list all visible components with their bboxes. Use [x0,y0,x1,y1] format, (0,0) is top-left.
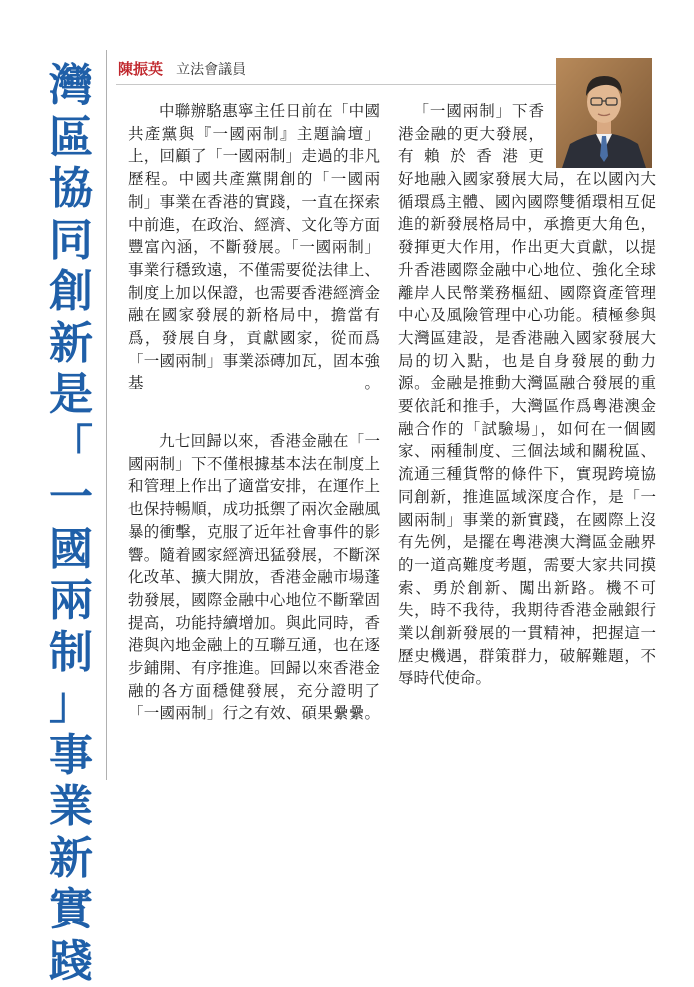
article-paragraph-2: 九七回歸以來，香港金融在「一國兩制」下不僅根據基本法在制度上和管理上作出了適當安排，在運作上也保持暢順，成功抵禦了兩次金融風暴的衝擊，克服了近年社會事件的影響。隨着國家經濟迅猛發展，不斷深化改革、擴大開放，香港金融市場蓬勃發展，國際金融中心地位不斷鞏固提高，功能持續增加。與此同時，香港與內地金融上的互聯互通，也在逐步鋪開、有序推進。回歸以來香港金融的各方面穩健發展，充分證明了「一國兩制」行之有效、碩果纍纍。 [128,430,380,725]
byline [118,58,246,80]
headline-char: 協 [42,163,100,215]
headline-char: 新 [42,833,100,885]
headline-char: 創 [42,266,100,318]
headline-char: 國 [42,524,100,576]
headline-char: 區 [42,112,100,164]
headline-char: 業 [42,781,100,833]
headline-char: 實 [42,884,100,936]
headline-char: 同 [42,215,100,267]
article-paragraph-3: 好地融入國家發展大局，在以國內大循環爲主體、國內國際雙循環相互促進的新發展格局中，承擔更大角色，發揮更大作用，作出更大貢獻，以提升香港國際金融中心地位、強化全球離岸人民幣業務樞紐、國際資產管理中心及風險管理中心功能。積極參與大灣區建設，是香港融入國家發展大局的切入點，也是自身發展的動力源。金融是推動大灣區融合發展的重要依託和推手，大灣區作爲粵港澳金融合作的「試驗場」，如何在一個國家、兩種制度、三個法域和關稅區、流通三種貨幣的條件下，實現跨境協同創新，推進區域深度合作，是「一國兩制」事業的新實踐，在國際上沒有先例，是擺在粵港澳大灣區金融界的一道高難度考題，需要大家共同摸索、勇於創新、闖出新路。機不可失，時不我待，我期待香港金融銀行業以創新發展的一貫精神，把握這一歷史機遇，群策群力，破解難題，不辱時代使命。 [398,168,656,690]
byline-rule [116,84,556,85]
author-title: 立法會議員 [176,62,246,78]
headline-char: 兩 [42,575,100,627]
headline-char: 一 [42,472,100,524]
headline [42,60,100,780]
author-portrait-photo [556,58,652,168]
headline-char: 事 [42,730,100,782]
headline-char: 新 [42,318,100,370]
headline-char: 「 [42,421,100,473]
headline-char: 」 [42,678,100,730]
author-name: 陳振英 [118,60,163,78]
headline-char: 制 [42,627,100,679]
article-paragraph-1: 中聯辦駱惠寧主任日前在「中國共產黨與『一國兩制』主題論壇」上，回顧了「一國兩制」走過的非凡歷程。中國共產黨開創的「一國兩制」事業在香港的實踐，一直在探索中前進，在政治、經濟、文化等方面豐富內涵，不斷發展。「一國兩制」事業行穩致遠，不僅需要從法律上、制度上加以保證，也需要香港經濟金融在國家發展的新格局中，擔當有爲，發展自身，貢獻國家，從而爲「一國兩制」事業添磚加瓦，固本強基。 [128,100,380,395]
headline-char: 灣 [42,60,100,112]
article-paragraph-3-lead: 「一國兩制」下香港金融的更大發展，有賴於香港更 [398,100,544,168]
headline-char: 踐 [42,936,100,987]
headline-char: 是 [42,369,100,421]
column-divider [106,50,107,780]
